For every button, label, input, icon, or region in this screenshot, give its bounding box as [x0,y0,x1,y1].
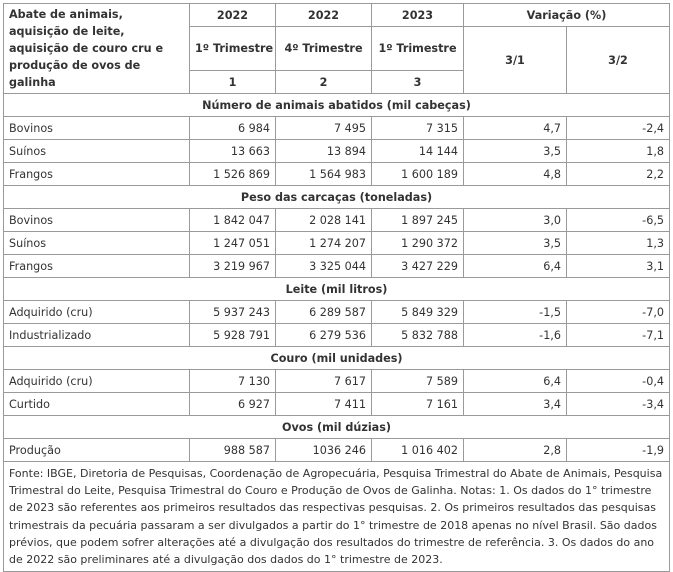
cell-2022-q1: 1 247 051 [190,232,276,255]
cell-2023-q1: 1 290 372 [372,232,464,255]
cell-2022-q1: 1 526 869 [190,163,276,186]
section-header-row [4,186,670,209]
year-header-3: 2023 [372,4,464,27]
section-header-row [4,94,670,117]
table-row [4,140,670,163]
cell-var-3-1: 2,8 [464,439,567,462]
cell-var-3-2: -0,4 [567,370,670,393]
year-header-1: 2022 [190,4,276,27]
cell-var-3-1: 6,4 [464,370,567,393]
cell-2022-q1: 988 587 [190,439,276,462]
cell-2022-q1: 6 927 [190,393,276,416]
row-label: Industrializado [4,324,190,347]
row-label: Adquirido (cru) [4,370,190,393]
row-label: Produção [4,439,190,462]
section-title: Número de animais abatidos (mil cabeças) [4,94,670,117]
variation-header: Variação (%) [464,4,670,27]
year-header-2: 2022 [276,4,372,27]
cell-2023-q1: 7 161 [372,393,464,416]
cell-2022-q1: 3 219 967 [190,255,276,278]
row-label: Frangos [4,255,190,278]
period-header-3: 1º Trimestre [372,27,464,71]
cell-var-3-2: -3,4 [567,393,670,416]
cell-2022-q4: 13 894 [276,140,372,163]
cell-2022-q4: 7 617 [276,370,372,393]
table-row [4,232,670,255]
cell-var-3-1: 6,4 [464,255,567,278]
cell-2023-q1: 5 832 788 [372,324,464,347]
table-row [4,163,670,186]
period-header-1: 1º Trimestre [190,27,276,71]
cell-2023-q1: 7 589 [372,370,464,393]
cell-2023-q1: 1 016 402 [372,439,464,462]
table-body [4,94,670,462]
cell-2022-q4: 1 274 207 [276,232,372,255]
cell-2023-q1: 7 315 [372,117,464,140]
section-header-row [4,278,670,301]
cell-var-3-1: 4,7 [464,117,567,140]
table-row [4,439,670,462]
section-header-row [4,347,670,370]
col-number-1: 1 [190,71,276,94]
cell-2022-q4: 2 028 141 [276,209,372,232]
section-title: Ovos (mil dúzias) [4,416,670,439]
cell-var-3-1: -1,5 [464,301,567,324]
cell-var-3-1: 3,0 [464,209,567,232]
section-title: Leite (mil litros) [4,278,670,301]
cell-var-3-2: -1,9 [567,439,670,462]
cell-var-3-2: -7,0 [567,301,670,324]
cell-2022-q1: 1 842 047 [190,209,276,232]
cell-var-3-1: 4,8 [464,163,567,186]
row-label: Suínos [4,232,190,255]
cell-2022-q1: 13 663 [190,140,276,163]
cell-var-3-1: 3,5 [464,232,567,255]
table-row [4,370,670,393]
source-footnote: Fonte: IBGE, Diretoria de Pesquisas, Coordenação de Agropecuária, Pesquisa Trimestral do Abate de Animais, Pesquisa Trimestral do Leite, Pesquisa Trimestral do Couro e Produção de Ovos de Galinha. Notas: 1. Os dados do 1° trimestre de 2023 são referentes aos primeiros resultados das respectivas pesquisas. 2. Os primeiros resultados das pesquisas trimestrais da pecuária passaram a ser divulgados a partir do 1° trimestre de 2018 apenas no nível Brasil. São dados prévios, que podem sofrer alterações até a divulgação dos resultados do trimestre de referência. 3. Os dados do ano de 2022 são preliminares até a divulgação dos dados do 1° trimestre de 2023. [4,462,670,572]
cell-2023-q1: 14 144 [372,140,464,163]
row-label: Suínos [4,140,190,163]
table-row [4,301,670,324]
table-row [4,324,670,347]
table-row [4,255,670,278]
var-col-header-3-2: 3/2 [567,27,670,94]
cell-2022-q4: 6 279 536 [276,324,372,347]
table-row [4,117,670,140]
cell-2023-q1: 5 849 329 [372,301,464,324]
cell-2023-q1: 1 600 189 [372,163,464,186]
table-row [4,209,670,232]
cell-var-3-2: 1,8 [567,140,670,163]
cell-2022-q1: 5 937 243 [190,301,276,324]
cell-var-3-2: -7,1 [567,324,670,347]
cell-var-3-2: 3,1 [567,255,670,278]
cell-var-3-1: -1,6 [464,324,567,347]
cell-2023-q1: 1 897 245 [372,209,464,232]
section-title: Peso das carcaças (toneladas) [4,186,670,209]
cell-var-3-2: -2,4 [567,117,670,140]
row-label: Bovinos [4,209,190,232]
col-number-3: 3 [372,71,464,94]
cell-var-3-1: 3,4 [464,393,567,416]
cell-2022-q4: 6 289 587 [276,301,372,324]
section-header-row [4,416,670,439]
cell-2022-q1: 6 984 [190,117,276,140]
cell-var-3-2: 1,3 [567,232,670,255]
cell-2022-q4: 7 495 [276,117,372,140]
row-label: Curtido [4,393,190,416]
cell-var-3-2: 2,2 [567,163,670,186]
row-label: Frangos [4,163,190,186]
table-row [4,393,670,416]
cell-2022-q1: 5 928 791 [190,324,276,347]
cell-2022-q1: 7 130 [190,370,276,393]
period-header-2: 4º Trimestre [276,27,372,71]
cell-2022-q4: 1036 246 [276,439,372,462]
var-col-header-3-1: 3/1 [464,27,567,94]
col-number-2: 2 [276,71,372,94]
row-label: Bovinos [4,117,190,140]
cell-var-3-2: -6,5 [567,209,670,232]
cell-2023-q1: 3 427 229 [372,255,464,278]
table-stub-header: Abate de animais, aquisição de leite, aquisição de couro cru e produção de ovos de galinha [4,4,190,94]
cell-2022-q4: 3 325 044 [276,255,372,278]
cell-var-3-1: 3,5 [464,140,567,163]
cell-2022-q4: 7 411 [276,393,372,416]
section-title: Couro (mil unidades) [4,347,670,370]
cell-2022-q4: 1 564 983 [276,163,372,186]
livestock-table [3,3,670,572]
row-label: Adquirido (cru) [4,301,190,324]
